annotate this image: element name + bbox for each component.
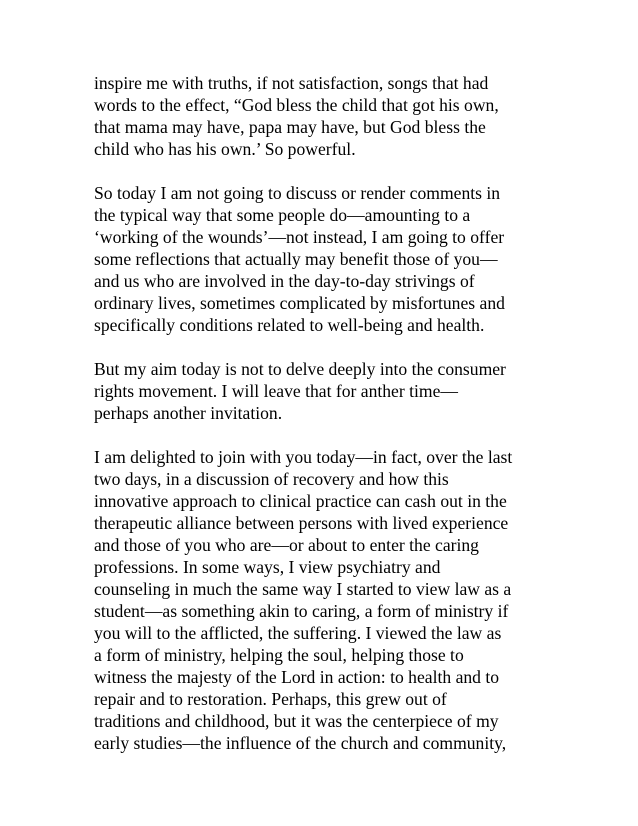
- text-line: child who has his own.’ So powerful.: [94, 139, 356, 159]
- text-line: witness the majesty of the Lord in action: to health and to: [94, 667, 500, 687]
- text-line: and those of you who are—or about to enter the caring: [94, 535, 479, 555]
- text-line: student—as something akin to caring, a form of ministry if: [94, 601, 509, 621]
- text-line: counseling in much the same way I started to view law as a: [94, 579, 512, 599]
- text-line: I am delighted to join with you today—in fact, over the last: [94, 447, 513, 467]
- text-line: professions. In some ways, I view psychiatry and: [94, 557, 441, 577]
- text-line: you will to the afflicted, the suffering. I viewed the law as: [94, 623, 502, 643]
- text-line: ordinary lives, sometimes complicated by misfortunes and: [94, 293, 505, 313]
- text-line: some reflections that actually may benefit those of you—: [94, 249, 498, 269]
- text-line: specifically conditions related to well-being and health.: [94, 315, 485, 335]
- text-line: a form of ministry, helping the soul, helping those to: [94, 645, 464, 665]
- paragraph-4: [94, 446, 554, 754]
- text-line: the typical way that some people do—amounting to a: [94, 205, 471, 225]
- text-line: early studies—the influence of the church and community,: [94, 733, 507, 753]
- text-line: that mama may have, papa may have, but God bless the: [94, 117, 486, 137]
- text-line: repair and to restoration. Perhaps, this grew out of: [94, 689, 447, 709]
- text-line: two days, in a discussion of recovery and how this: [94, 469, 449, 489]
- body-text: [94, 72, 554, 776]
- text-line: perhaps another invitation.: [94, 403, 283, 423]
- text-line: words to the effect, “God bless the child that got his own,: [94, 95, 499, 115]
- text-line: and us who are involved in the day-to-day strivings of: [94, 271, 475, 291]
- paragraph-1: [94, 72, 554, 160]
- paragraph-3: [94, 358, 554, 424]
- text-line: innovative approach to clinical practice can cash out in the: [94, 491, 507, 511]
- text-line: But my aim today is not to delve deeply into the consumer: [94, 359, 506, 379]
- text-line: So today I am not going to discuss or render comments in: [94, 183, 501, 203]
- paragraph-2: [94, 182, 554, 336]
- text-line: therapeutic alliance between persons with lived experience: [94, 513, 509, 533]
- text-line: rights movement. I will leave that for anther time—: [94, 381, 458, 401]
- text-line: ‘working of the wounds’—not instead, I am going to offer: [94, 227, 505, 247]
- text-line: traditions and childhood, but it was the centerpiece of my: [94, 711, 499, 731]
- text-line: inspire me with truths, if not satisfaction, songs that had: [94, 73, 489, 93]
